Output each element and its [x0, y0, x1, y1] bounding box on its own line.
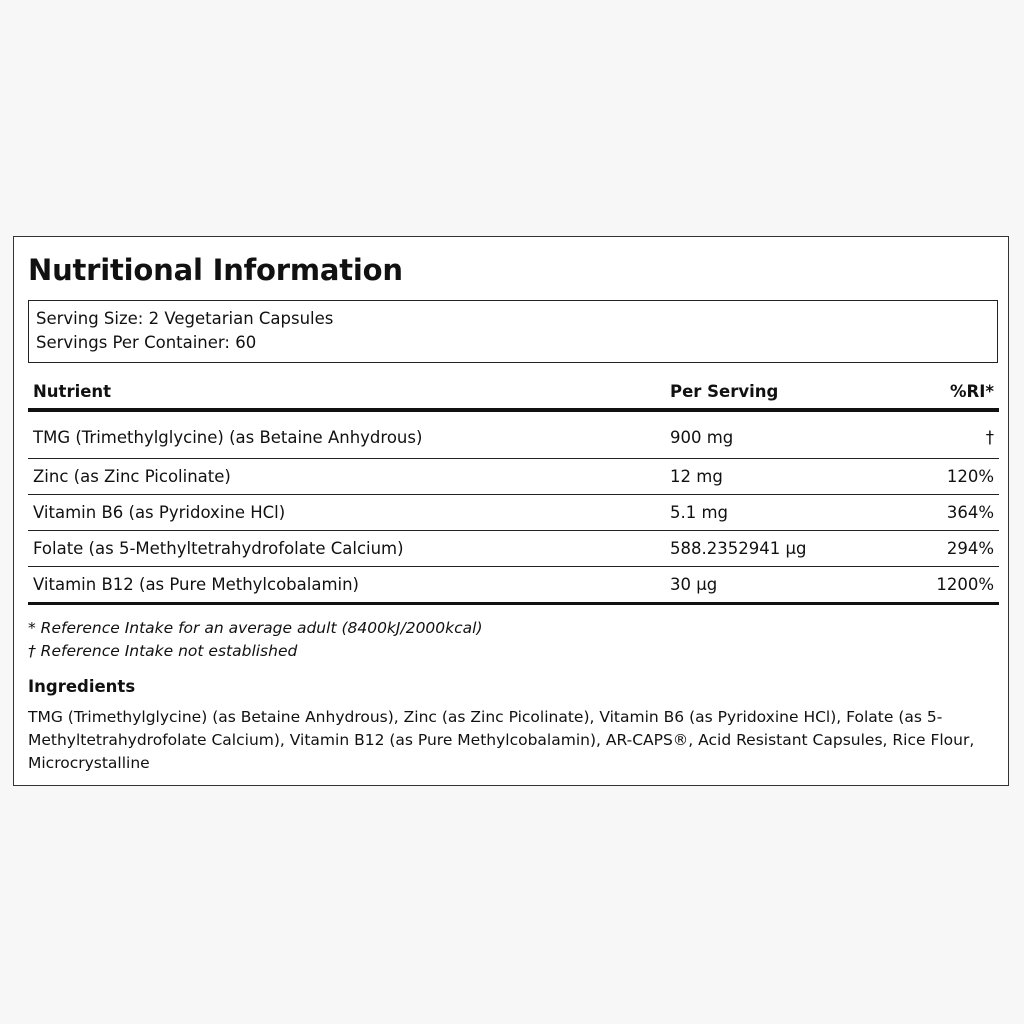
- serving-size: Serving Size: 2 Vegetarian Capsules: [36, 309, 334, 328]
- nutrient-ri: 1200%: [905, 567, 999, 604]
- nutrition-panel: [13, 236, 1009, 786]
- nutrient-ri: †: [905, 410, 999, 459]
- table-row: [28, 495, 999, 531]
- nutrient-ri: 364%: [905, 495, 999, 531]
- nutrient-amount: 30 µg: [665, 567, 905, 604]
- nutrient-amount: 900 mg: [665, 410, 905, 459]
- footnote-not-established: † Reference Intake not established: [28, 642, 298, 660]
- nutrient-amount: 12 mg: [665, 459, 905, 495]
- nutrient-name: Folate (as 5-Methyltetrahydrofolate Calcium): [28, 531, 665, 567]
- table-row: [28, 459, 999, 495]
- table-row: [28, 567, 999, 604]
- ingredients-heading: Ingredients: [28, 677, 136, 696]
- nutrient-ri: 120%: [905, 459, 999, 495]
- nutrient-name: Zinc (as Zinc Picolinate): [28, 459, 665, 495]
- servings-per-container: Servings Per Container: 60: [36, 333, 257, 352]
- nutrient-ri: 294%: [905, 531, 999, 567]
- footnotes: [28, 617, 483, 663]
- nutrient-table: [28, 374, 999, 605]
- nutrient-amount: 588.2352941 µg: [665, 531, 905, 567]
- footnote-reference-intake: * Reference Intake for an average adult (8400kJ/2000kcal): [28, 619, 483, 637]
- page-title: Nutritional Information: [28, 253, 403, 287]
- ingredients-text: TMG (Trimethylglycine) (as Betaine Anhydrous), Zinc (as Zinc Picolinate), Vitamin B6 (as Pyridoxine HCl), Folate (as 5-Methyltetrahydrofolate Calcium), Vitamin B12 (as Pure Methylcobalamin), AR-CAPS®, Acid Resistant Capsules, Rice Flour, Microcrystalline: [28, 708, 975, 772]
- nutrient-name: Vitamin B12 (as Pure Methylcobalamin): [28, 567, 665, 604]
- table-row: [28, 410, 999, 459]
- serving-info-box: [28, 300, 998, 363]
- nutrient-amount: 5.1 mg: [665, 495, 905, 531]
- header-nutrient: Nutrient: [28, 374, 665, 410]
- nutrient-name: Vitamin B6 (as Pyridoxine HCl): [28, 495, 665, 531]
- header-ri: %RI*: [905, 374, 999, 410]
- table-row: [28, 531, 999, 567]
- header-per-serving: Per Serving: [665, 374, 905, 410]
- nutrient-name: TMG (Trimethylglycine) (as Betaine Anhydrous): [28, 410, 665, 459]
- table-header-row: [28, 374, 999, 410]
